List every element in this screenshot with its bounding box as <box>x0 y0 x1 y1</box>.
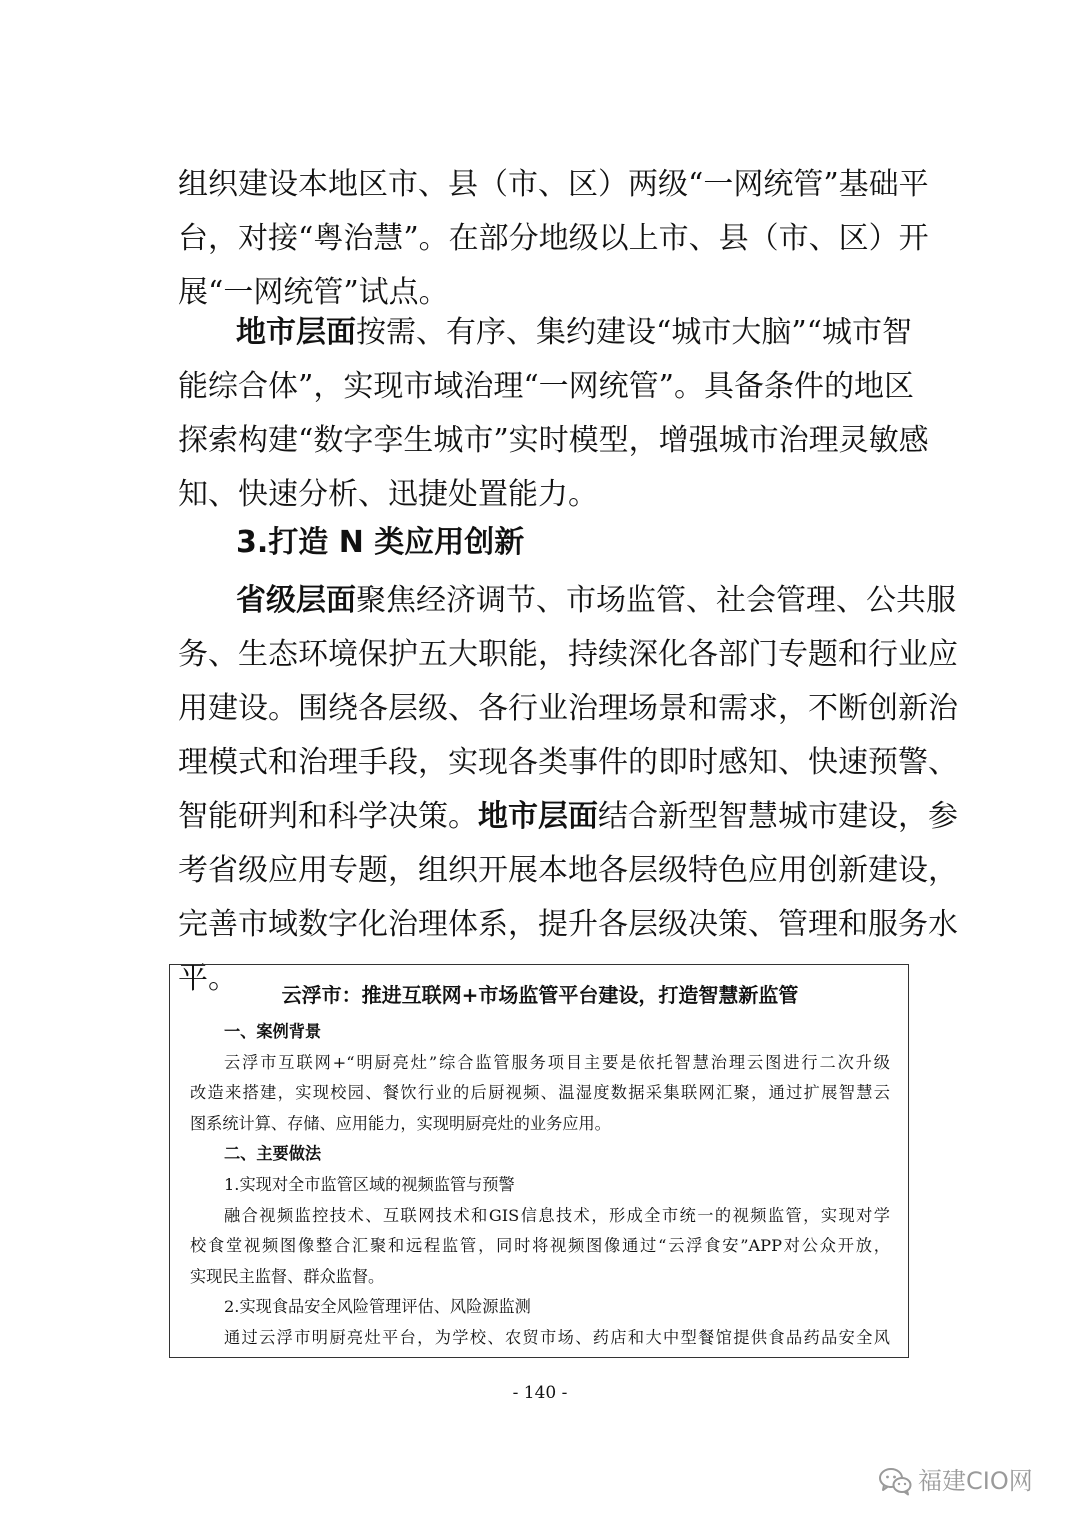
paragraph-1 <box>178 158 929 320</box>
text-line <box>178 790 958 844</box>
page-number: - 140 - <box>512 1383 568 1403</box>
text-line <box>178 306 913 360</box>
text-run: 智能研判和科学决策。 <box>178 799 478 834</box>
text-line <box>178 574 956 628</box>
case-item-title: 1.实现对全市监管区域的视频监管与预警 <box>224 1174 515 1194</box>
case-line: 图系统计算、存储、应用能力，实现明厨亮灶的业务应用。 <box>190 1113 611 1133</box>
watermark-text: 福建CIO网 <box>918 1467 1033 1495</box>
bold-lead: 省级层面 <box>236 583 356 618</box>
case-title: 云浮市：推进互联网+市场监管平台建设，打造智慧新监管 <box>281 983 799 1007</box>
text-run: 结合新型智慧城市建设，参 <box>598 799 958 834</box>
text-line: 平。 <box>178 961 238 996</box>
case-section-title: 二、主要做法 <box>224 1144 322 1164</box>
case-study-box <box>169 964 909 1358</box>
bold-lead: 地市层面 <box>236 315 356 350</box>
paragraph-3 <box>178 574 958 1006</box>
case-line: 云浮市互联网+“明厨亮灶”综合监管服务项目主要是依托智慧治理云图进行二次升级 <box>224 1052 890 1072</box>
section-heading: 3.打造 N 类应用创新 <box>236 525 525 560</box>
text-line: 组织建设本地区市、县（市、区）两级“一网统管”基础平 <box>178 167 929 202</box>
text-line: 完善市域数字化治理体系，提升各层级决策、管理和服务水 <box>178 907 958 942</box>
case-section-title: 一、案例背景 <box>224 1022 322 1041</box>
case-line: 通过云浮市明厨亮灶平台，为学校、农贸市场、药店和大中型餐馆提供食品药品安全风 <box>224 1327 890 1347</box>
paragraph-2 <box>178 306 929 522</box>
text-line: 用建设。围绕各层级、各行业治理场景和需求，不断创新治 <box>178 691 958 726</box>
watermark <box>878 1461 1033 1501</box>
case-item-title: 2.实现食品安全风险管理评估、风险源监测 <box>224 1297 531 1317</box>
text-run: 按需、有序、集约建设“城市大脑”“城市智 <box>356 315 913 350</box>
case-body <box>190 1017 890 1354</box>
case-line: 校食堂视频图像整合汇聚和远程监管，同时将视频图像通过“云浮食安”APP对公众开放， <box>190 1236 890 1256</box>
bold-lead: 地市层面 <box>478 799 598 834</box>
text-line: 能综合体”，实现市域治理“一网统管”。具备条件的地区 <box>178 369 915 404</box>
text-run: 聚焦经济调节、市场监管、社会管理、公共服 <box>356 583 956 618</box>
text-line: 理模式和治理手段，实现各类事件的即时感知、快速预警、 <box>178 745 958 780</box>
text-line: 考省级应用专题，组织开展本地各层级特色应用创新建设， <box>178 853 958 888</box>
text-line: 展“一网统管”试点。 <box>178 275 449 310</box>
case-line: 改造来搭建，实现校园、餐饮行业的后厨视频、温湿度数据采集联网汇聚，通过扩展智慧云 <box>190 1083 890 1103</box>
case-line: 融合视频监控技术、互联网技术和GIS信息技术，形成全市统一的视频监管，实现对学 <box>224 1205 890 1225</box>
text-line: 知、快速分析、迅捷处置能力。 <box>178 477 598 512</box>
text-line: 台，对接“粤治慧”。在部分地级以上市、县（市、区）开 <box>178 221 929 256</box>
text-line: 务、生态环境保护五大职能，持续深化各部门专题和行业应 <box>178 637 958 672</box>
case-line: 实现民主监督、群众监督。 <box>190 1266 385 1286</box>
wechat-icon <box>878 1466 912 1496</box>
text-line: 探索构建“数字孪生城市”实时模型，增强城市治理灵敏感 <box>178 423 929 458</box>
